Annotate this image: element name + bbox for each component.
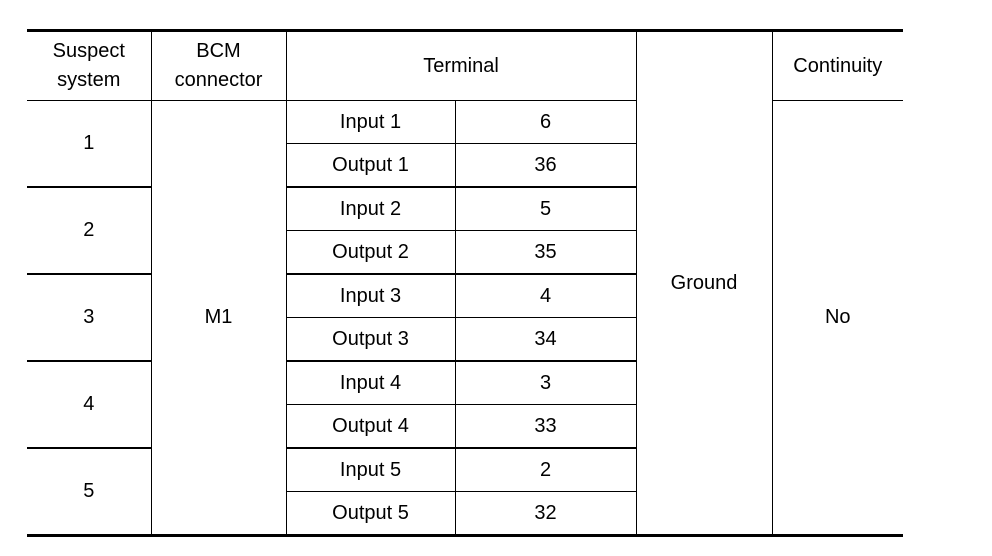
header-bcm-connector bbox=[151, 31, 286, 101]
output-label: Output 4 bbox=[286, 405, 455, 449]
header-bcm-line2: connector bbox=[174, 69, 263, 91]
output-label: Output 3 bbox=[286, 318, 455, 362]
input-terminal: 4 bbox=[455, 274, 636, 318]
input-label: Input 1 bbox=[286, 101, 455, 144]
header-suspect-system bbox=[27, 31, 151, 101]
bcm-connector-value: M1 bbox=[151, 101, 286, 536]
output-label: Output 2 bbox=[286, 231, 455, 275]
input-label: Input 4 bbox=[286, 361, 455, 405]
output-terminal: 35 bbox=[455, 231, 636, 275]
input-label: Input 5 bbox=[286, 448, 455, 492]
header-terminal: Terminal bbox=[286, 31, 636, 101]
table-row bbox=[27, 101, 903, 144]
header-suspect-line2: system bbox=[57, 69, 121, 91]
system-number: 5 bbox=[27, 448, 151, 536]
header-bcm-line1: BCM bbox=[196, 40, 241, 62]
input-label: Input 3 bbox=[286, 274, 455, 318]
system-number: 4 bbox=[27, 361, 151, 448]
ground-cell: Ground bbox=[636, 31, 772, 536]
output-terminal: 36 bbox=[455, 144, 636, 188]
system-number: 1 bbox=[27, 101, 151, 188]
input-terminal: 5 bbox=[455, 187, 636, 231]
output-terminal: 32 bbox=[455, 492, 636, 536]
continuity-value: No bbox=[772, 101, 903, 536]
continuity-check-table bbox=[27, 29, 903, 537]
output-label: Output 5 bbox=[286, 492, 455, 536]
input-terminal: 3 bbox=[455, 361, 636, 405]
header-suspect-line1: Suspect bbox=[52, 40, 125, 62]
output-terminal: 33 bbox=[455, 405, 636, 449]
table-header-row bbox=[27, 31, 903, 101]
input-terminal: 2 bbox=[455, 448, 636, 492]
system-number: 3 bbox=[27, 274, 151, 361]
input-terminal: 6 bbox=[455, 101, 636, 144]
system-number: 2 bbox=[27, 187, 151, 274]
header-continuity: Continuity bbox=[772, 31, 903, 101]
output-label: Output 1 bbox=[286, 144, 455, 188]
output-terminal: 34 bbox=[455, 318, 636, 362]
input-label: Input 2 bbox=[286, 187, 455, 231]
